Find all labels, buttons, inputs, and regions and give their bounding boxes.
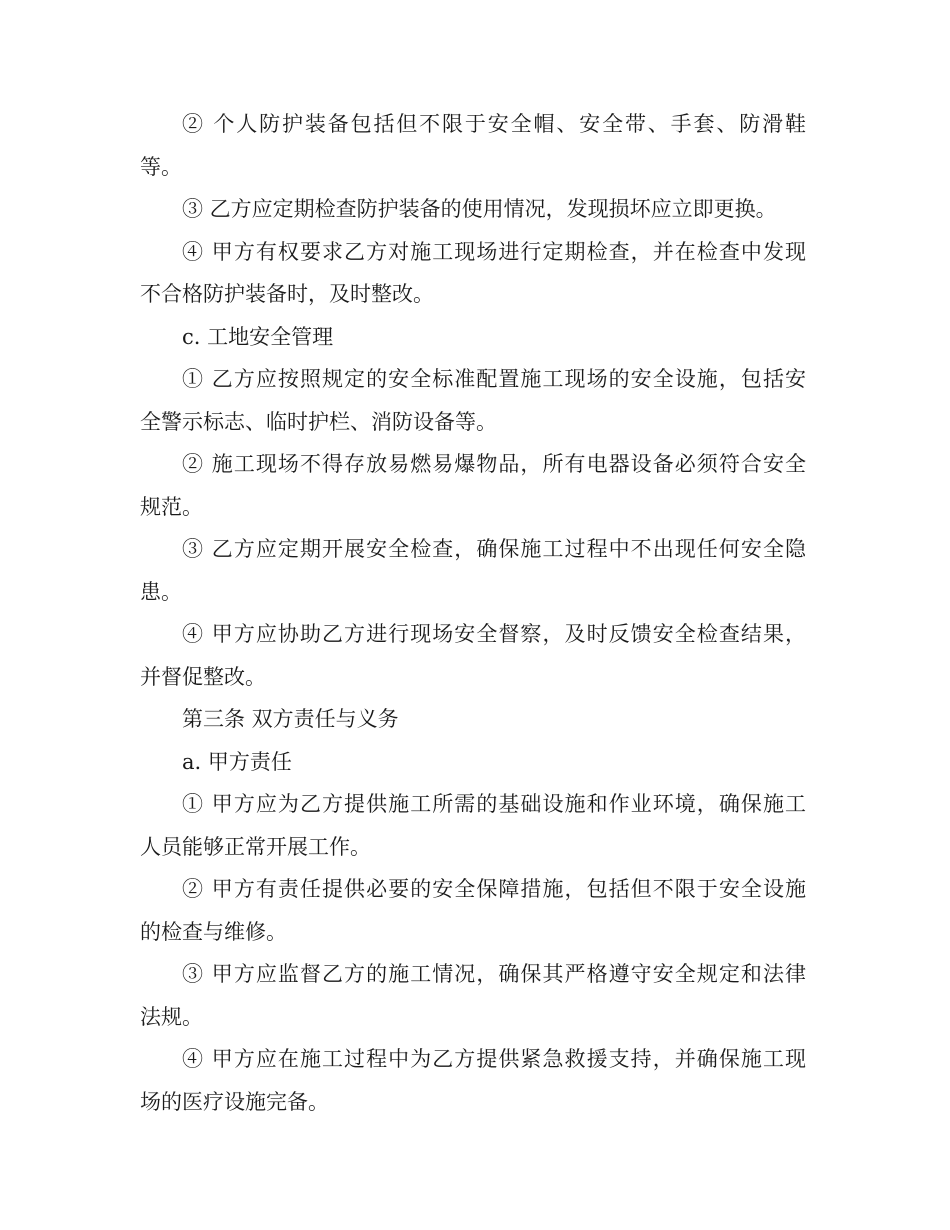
text-line: 全警示标志、临时护栏、消防设备等。 <box>140 409 497 434</box>
text-line: ③ 甲方应监督乙方的施工情况，确保其严格遵守安全规定和法律 <box>182 962 806 986</box>
clause-item <box>140 358 806 443</box>
text-line: ④ 甲方有权要求乙方对施工现场进行定期检查，并在检查中发现 <box>182 239 806 264</box>
text-line: ② 个人防护装备包括但不限于安全帽、安全带、手套、防滑鞋 <box>182 112 806 136</box>
section-heading: a. 甲方责任 <box>182 749 292 774</box>
section-heading: c. 工地安全管理 <box>182 324 334 349</box>
clause-item <box>140 528 806 613</box>
text-line: ④ 甲方应协助乙方进行现场安全督察，及时反馈安全检查结果， <box>182 622 806 646</box>
clause-item <box>140 953 806 1038</box>
text-line: 法规。 <box>140 1004 203 1029</box>
text-line: 等。 <box>140 154 182 179</box>
text-line: ③ 乙方应定期检查防护装备的使用情况，发现损坏应立即更换。 <box>182 197 777 221</box>
text-line: 不合格防护装备时，及时整改。 <box>140 282 434 306</box>
text-line: 人员能够正常开展工作。 <box>140 834 371 859</box>
article-heading: 第三条 双方责任与义务 <box>182 707 399 731</box>
text-line: 场的医疗设施完备。 <box>140 1089 329 1114</box>
document-body <box>140 103 806 1123</box>
clause-item <box>140 443 806 528</box>
text-line: ① 乙方应按照规定的安全标准配置施工现场的安全设施，包括安 <box>182 367 806 391</box>
clause-item <box>140 1038 806 1123</box>
clause-item <box>140 783 806 868</box>
clause-item <box>140 103 806 188</box>
text-line: ② 甲方有责任提供必要的安全保障措施，包括但不限于安全设施 <box>182 877 806 901</box>
text-line: 的检查与维修。 <box>140 919 287 944</box>
text-line: ② 施工现场不得存放易燃易爆物品，所有电器设备必须符合安全 <box>182 452 806 476</box>
text-line: ① 甲方应为乙方提供施工所需的基础设施和作业环境，确保施工 <box>182 792 806 816</box>
text-line: 并督促整改。 <box>140 664 266 689</box>
text-line: 患。 <box>140 579 182 604</box>
text-line: 规范。 <box>140 494 203 519</box>
clause-item <box>140 868 806 953</box>
clause-item <box>140 613 806 698</box>
clause-item <box>140 188 806 231</box>
text-line: ④ 甲方应在施工过程中为乙方提供紧急救援支持，并确保施工现 <box>182 1047 806 1071</box>
clause-item <box>140 231 806 316</box>
text-line: ③ 乙方应定期开展安全检查，确保施工过程中不出现任何安全隐 <box>182 537 806 561</box>
